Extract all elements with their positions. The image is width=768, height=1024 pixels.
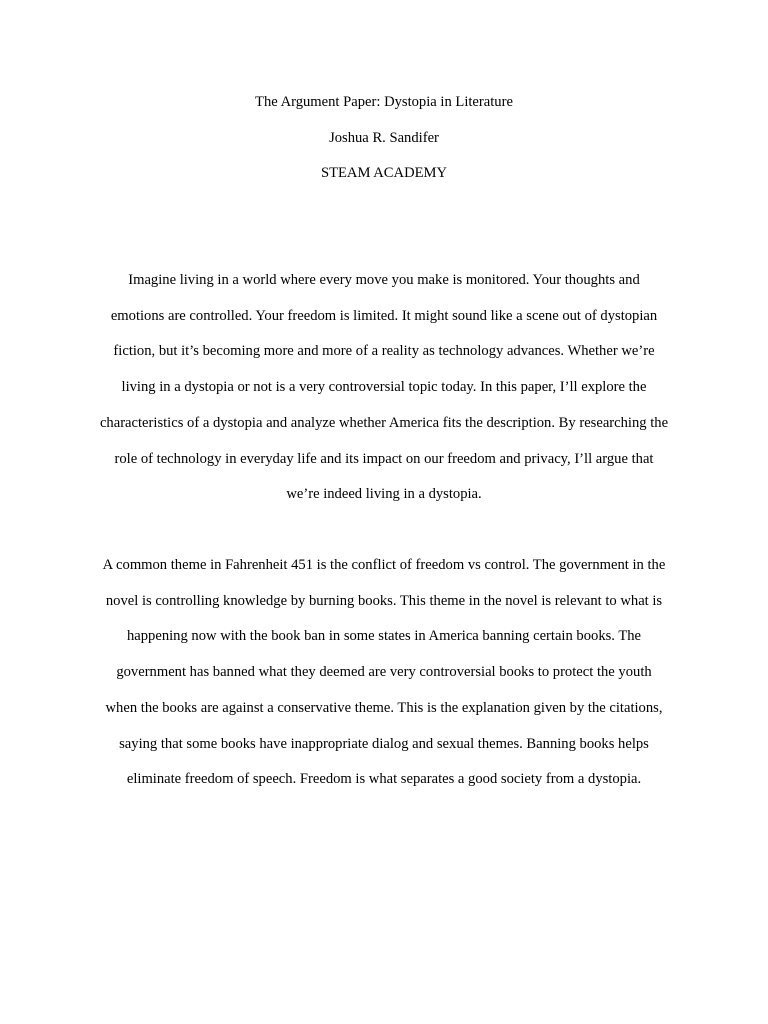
paragraph-line: novel is controlling knowledge by burning books. This theme in the novel is relevant to what is (105, 592, 663, 609)
paragraph-line: we’re indeed living in a dystopia. (286, 486, 482, 503)
paragraph-line: eliminate freedom of speech. Freedom is what separates a good society from a dystopia. (126, 771, 642, 788)
paragraph-line: fiction, but it’s becoming more and more of a reality as technology advances. Whether we’re (113, 343, 655, 360)
paragraph-line: living in a dystopia or not is a very controversial topic today. In this paper, I’ll explore the (121, 379, 647, 396)
paragraph-line: characteristics of a dystopia and analyze whether America fits the description. By researching the (99, 414, 669, 431)
paragraph-line: Imagine living in a world where every move you make is monitored. Your thoughts and (128, 272, 640, 288)
paragraph-introduction (86, 263, 682, 513)
paper-title: The Argument Paper: Dystopia in Literature (255, 94, 513, 110)
paragraph-fahrenheit (86, 548, 682, 798)
paragraph-line: A common theme in Fahrenheit 451 is the conflict of freedom vs control. The government in the (102, 557, 666, 573)
author-name: Joshua R. Sandifer (329, 129, 439, 146)
paragraph-line: happening now with the book ban in some states in America banning certain books. The (126, 628, 642, 645)
paragraph-line: when the books are against a conservative theme. This is the explanation given by the citations, (105, 699, 663, 716)
paragraph-line: emotions are controlled. Your freedom is limited. It might sound like a scene out of dystopian (110, 307, 658, 324)
title-block (0, 92, 768, 199)
paragraph-line: role of technology in everyday life and its impact on our freedom and privacy, I’ll argue that (114, 450, 654, 467)
paragraph-line: saying that some books have inappropriate dialog and sexual themes. Banning books helps (119, 735, 649, 752)
paragraph-line: government has banned what they deemed are very controversial books to protect the youth (116, 664, 652, 681)
institution-name: STEAM ACADEMY (320, 165, 448, 181)
